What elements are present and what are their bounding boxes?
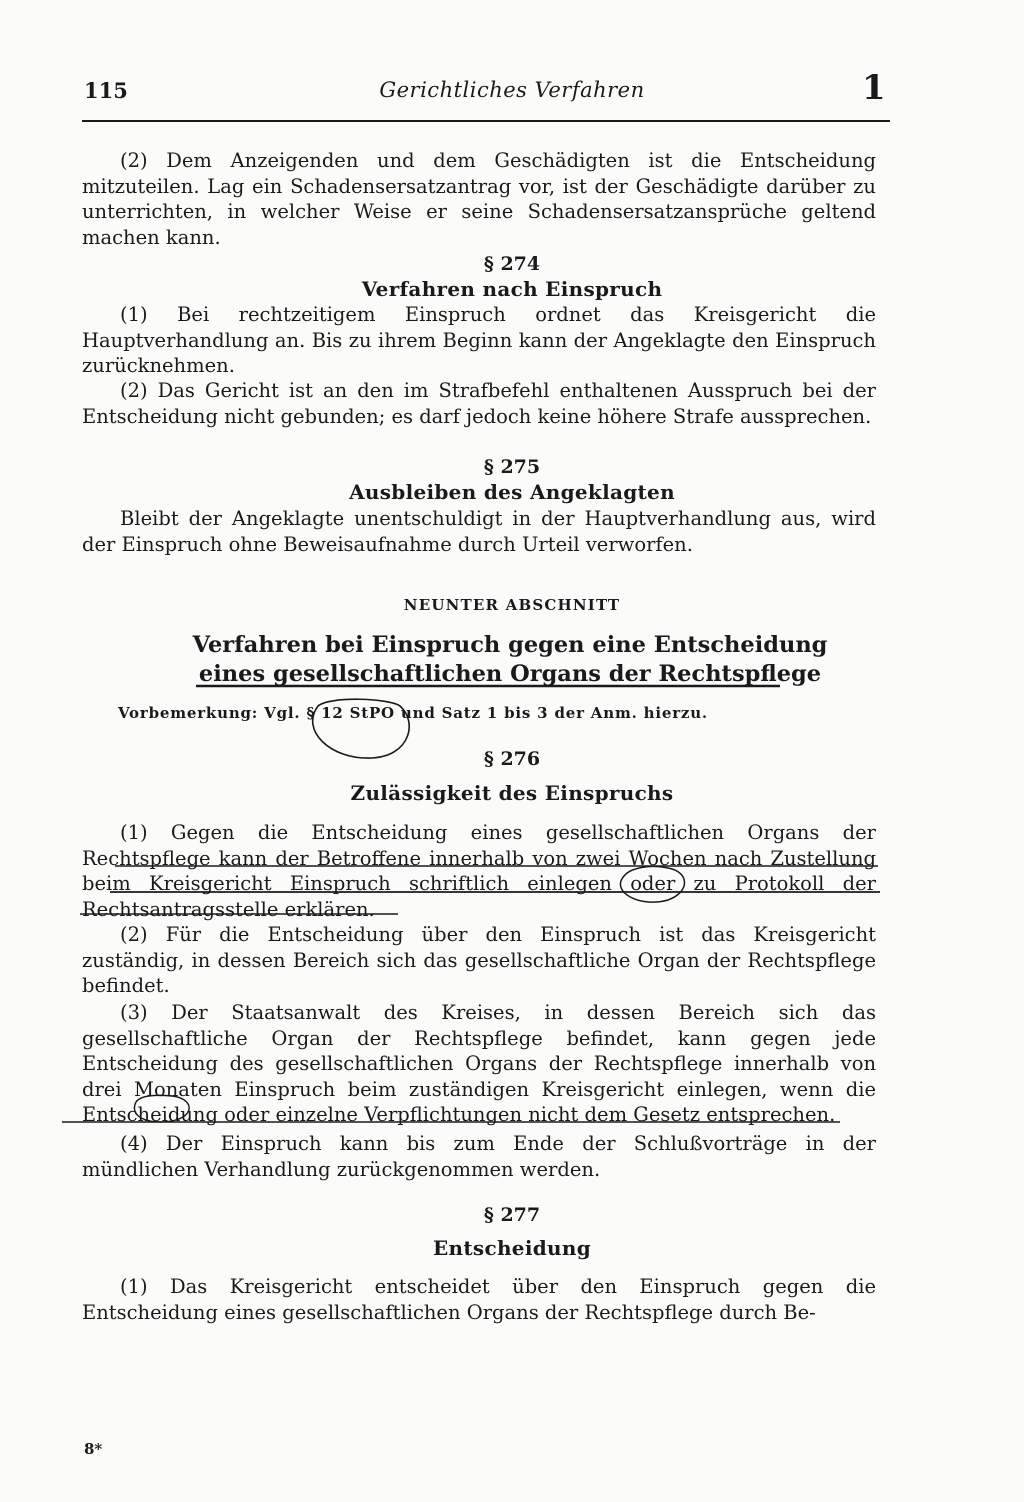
section-277-number: § 277 <box>483 1204 541 1226</box>
paragraph-276-4: (4) Der Einspruch kann bis zum Ende der Schlußvorträge in der mündlichen Verhandlung zurückgenommen werden. <box>82 1132 876 1181</box>
vorbemerkung: Vorbemerkung: Vgl. § 12 StPO und Satz 1 bis 3 der Anm. hierzu. <box>118 704 708 722</box>
stpo-circle-annotation <box>313 699 410 758</box>
section-275-number: § 275 <box>483 456 541 478</box>
part-title-line-2: eines gesellschaftlichen Organs der Rechtspflege <box>198 661 822 687</box>
signature-mark: 8* <box>84 1440 103 1458</box>
section-275-title: Ausbleiben des Angeklagten <box>349 480 675 504</box>
running-title: Gerichtliches Verfahren <box>379 78 645 102</box>
section-277-title: Entscheidung <box>433 1236 591 1260</box>
section-274-title: Verfahren nach Einspruch <box>361 277 663 301</box>
paragraph-274-1: (1) Bei rechtzeitigem Einspruch ordnet das Kreisgericht die Hauptverhandlung an. Bis zu ihrem Beginn kann der Angeklagte den Einspruch zurücknehmen. <box>82 303 876 377</box>
paragraph-276-1: (1) Gegen die Entscheidung eines gesellschaftlichen Organs der Rechtspflege kann der Betroffene innerhalb von zwei Wochen nach Zustellung beim Kreisgericht Einspruch schriftlich einlegen oder zu Protokoll der Rechtsantragsstelle erklären. <box>82 821 876 921</box>
paragraph-274-2: (2) Das Gericht ist an den im Strafbefehl enthaltenen Ausspruch bei der Entscheidung nicht gebunden; es darf jedoch keine höhere Strafe aussprechen. <box>82 379 876 428</box>
section-276-number: § 276 <box>483 748 541 770</box>
oder-circle-annotation-2 <box>134 1095 189 1122</box>
part-title-line-1: Verfahren bei Einspruch gegen eine Entscheidung <box>192 632 828 658</box>
paragraph-276-2: (2) Für die Entscheidung über den Einspruch ist das Kreisgericht zuständig, in dessen Bereich sich das gesellschaftliche Organ der Rechtspflege befindet. <box>82 923 876 997</box>
section-274-number: § 274 <box>483 253 541 275</box>
page-number: 115 <box>84 78 128 103</box>
paragraph-277-1: (1) Das Kreisgericht entscheidet über den Einspruch gegen die Entscheidung eines gesellschaftlichen Organs der Rechtspflege durch Be- <box>82 1275 876 1324</box>
part-label: NEUNTER ABSCHNITT <box>403 596 621 614</box>
oder-circle-annotation <box>620 866 684 902</box>
paragraph-276-3: (3) Der Staatsanwalt des Kreises, in dessen Bereich sich das gesellschaftliche Organ der Rechtspflege befindet, kann gegen jede Entscheidung des gesellschaftlichen Organs der Rechtspflege innerhalb von drei Monaten Einspruch beim zuständigen Kreisgericht einlegen, wenn die Entscheidung oder einzelne Verpflichtungen nicht dem Gesetz entsprechen. <box>82 1001 876 1126</box>
paragraph-275: Bleibt der Angeklagte unentschuldigt in der Hauptverhandlung aus, wird der Einspruch ohne Beweisaufnahme durch Urteil verworfen. <box>82 507 876 556</box>
chapter-number: 1 <box>862 68 886 108</box>
paragraph-273-2: (2) Dem Anzeigenden und dem Geschädigten ist die Entscheidung mitzuteilen. Lag ein Schadensersatzantrag vor, ist der Geschädigte darüber zu unterrichten, in welcher Weise er seine Schadensersatzansprüche geltend machen kann. <box>82 149 876 249</box>
section-276-title: Zulässigkeit des Einspruchs <box>350 781 674 805</box>
